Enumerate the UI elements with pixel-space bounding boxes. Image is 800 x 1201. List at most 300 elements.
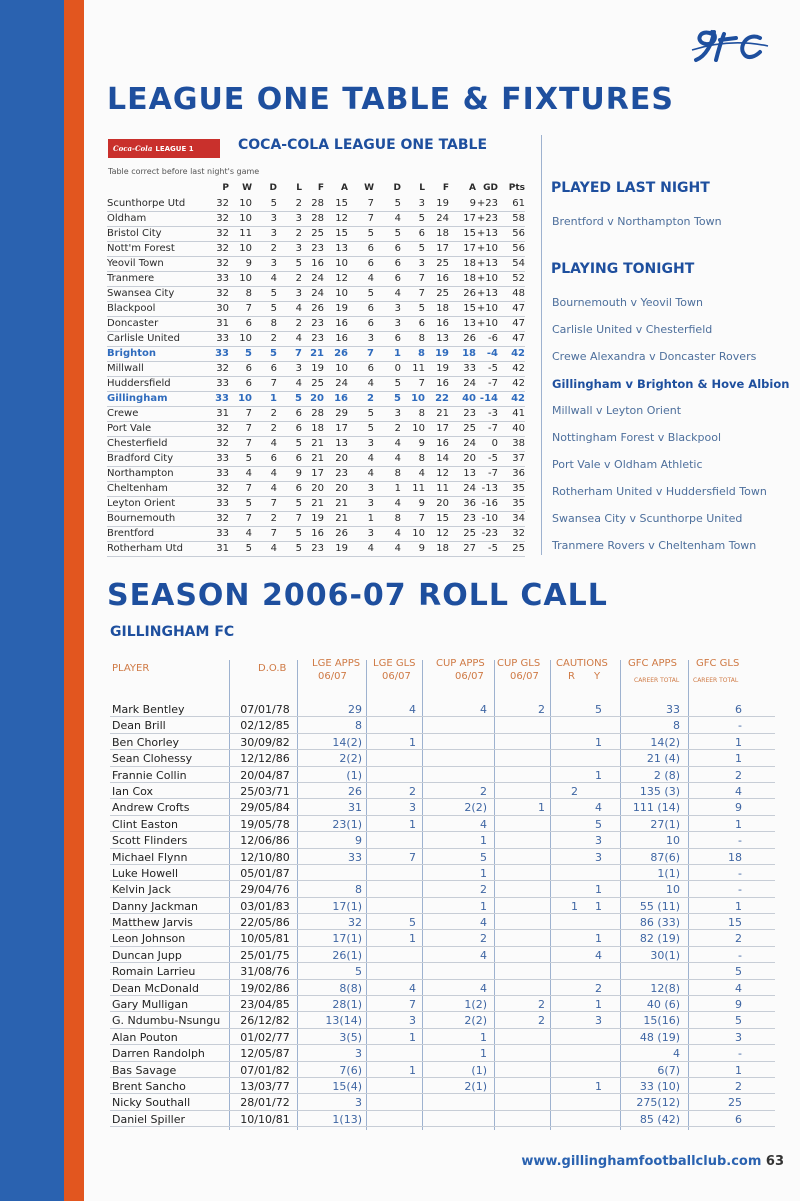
stat-cell: 47 (512, 333, 525, 344)
stat-cell: 2 (270, 243, 277, 254)
stat-cell: 3 (418, 258, 425, 269)
player-stat: 9 (735, 998, 742, 1012)
stat-cell: 5 (367, 228, 374, 239)
stat-cell: 4 (367, 378, 374, 389)
player-stat: 3 (355, 1096, 362, 1110)
fixture-item: Nottingham Forest v Blackpool (552, 431, 722, 444)
stat-cell: 5 (394, 393, 401, 404)
stat-cell: 7 (418, 513, 425, 524)
fixture-item: Rotherham United v Huddersfield Town (552, 485, 767, 498)
player-stat: 2 (571, 784, 578, 798)
col-cautions-r: R (568, 671, 575, 682)
stat-cell: 13 (463, 318, 476, 329)
stat-cell: 7 (418, 378, 425, 389)
stat-cell: 17 (335, 423, 348, 434)
fixture-item: Bournemouth v Yeovil Town (552, 296, 703, 309)
stat-cell: 6 (245, 363, 252, 374)
league-col-header: W (242, 183, 252, 193)
badge-red-panel (109, 140, 219, 157)
stat-cell: 15 (335, 198, 348, 209)
player-stat: 14(2) (650, 735, 680, 749)
stat-cell: 5 (270, 348, 277, 359)
player-name: Bas Savage (112, 1063, 177, 1077)
stat-cell: 5 (245, 348, 252, 359)
stat-cell: 31 (216, 408, 229, 419)
stat-cell: 4 (295, 333, 302, 344)
col-gfc-gls: GFC GLS (696, 658, 740, 669)
league-col-header: D (393, 183, 401, 193)
player-stat: 2(1) (464, 1079, 487, 1093)
player-stat: 4 (480, 703, 487, 716)
player-name: Romain Larrieu (112, 965, 196, 979)
stat-cell: 4 (394, 528, 401, 539)
team-name: Brentford (107, 528, 155, 539)
stat-cell: 10 (411, 393, 425, 404)
player-stat: 27(1) (650, 817, 680, 831)
stat-cell: 8 (418, 408, 425, 419)
player-dob: 19/05/78 (240, 817, 290, 831)
player-name: Alan Pouton (112, 1030, 178, 1044)
col-gfc-gls-sub: CAREER TOTAL (693, 677, 739, 684)
table-row (107, 422, 525, 437)
stat-cell: 1 (367, 513, 374, 524)
stat-cell: 11 (412, 363, 425, 374)
stat-cell: 25 (311, 228, 324, 239)
page-number: 63 (765, 1154, 784, 1169)
stat-cell: 6 (418, 318, 425, 329)
fixture-item: Gillingham v Brighton & Hove Albion (552, 377, 790, 391)
league-col-header: F (317, 183, 324, 193)
player-stat: 1(1) (657, 866, 680, 880)
player-stat: 82 (19) (639, 932, 680, 946)
roll-call-body (110, 701, 775, 1127)
stat-cell: 32 (216, 228, 229, 239)
player-dob: 22/05/86 (240, 916, 290, 930)
player-stat: 1(2) (464, 998, 487, 1012)
col-cautions: CAUTIONS (556, 658, 608, 669)
stat-cell: 2 (270, 333, 277, 344)
player-name: Duncan Jupp (112, 948, 182, 962)
stat-cell: 4 (418, 468, 425, 479)
stat-cell: 5 (394, 198, 401, 209)
table-row (110, 980, 775, 996)
player-stat: 1 (595, 998, 602, 1012)
player-dob: 12/05/87 (240, 1047, 290, 1061)
player-stat: 48 (19) (639, 1030, 680, 1044)
table-row (110, 996, 775, 1012)
player-stat: 10 (666, 834, 680, 848)
player-name: Sean Clohessy (112, 752, 193, 766)
stat-cell: 36 (463, 498, 476, 509)
stat-cell: 16 (311, 258, 324, 269)
stat-cell: 20 (311, 483, 324, 494)
stat-cell: 23 (311, 243, 324, 254)
player-stat: 275(12) (636, 1096, 680, 1110)
stat-cell: 5 (367, 423, 374, 434)
stat-cell: 8 (394, 468, 401, 479)
col-cup-apps: CUP APPS (436, 658, 485, 669)
player-stat: 31 (348, 801, 362, 815)
stat-cell: 33 (216, 333, 229, 344)
stat-cell: 21 (311, 453, 324, 464)
stat-cell: 13 (335, 243, 348, 254)
stat-cell: 4 (394, 213, 401, 224)
player-stat: 15(4) (332, 1079, 362, 1093)
stat-cell: 10 (412, 423, 425, 434)
table-row (110, 914, 775, 930)
stat-cell: 21 (335, 498, 348, 509)
col-cup-gls: CUP GLS (497, 658, 541, 669)
table-row (107, 377, 525, 392)
stat-cell: 24 (463, 483, 476, 494)
stat-cell: 5 (418, 213, 425, 224)
player-dob: 03/01/83 (240, 899, 290, 913)
stat-cell: 26 (335, 528, 348, 539)
stat-cell: 4 (270, 468, 277, 479)
stat-cell: 20 (335, 453, 348, 464)
player-stat: 4 (480, 981, 487, 995)
table-row (107, 482, 525, 497)
stat-cell: 3 (394, 318, 401, 329)
league-col-header: W (364, 183, 374, 193)
club-name: GILLINGHAM FC (110, 624, 235, 640)
player-stat: 4 (480, 948, 487, 962)
player-stat: 25 (728, 1096, 742, 1110)
stat-cell: 4 (367, 468, 374, 479)
table-row (107, 272, 525, 287)
headline-roll-call: SEASON 2006-07 ROLL CALL (107, 578, 608, 613)
stat-cell: 18 (462, 348, 476, 359)
stat-cell: 25 (436, 288, 449, 299)
stat-cell: 2 (270, 408, 277, 419)
player-stat: 7 (409, 850, 416, 864)
stat-cell: 7 (367, 198, 374, 209)
player-stat: 1 (595, 932, 602, 946)
stat-cell: 2 (270, 423, 277, 434)
col-cup-gls-sub: 06/07 (510, 671, 539, 682)
stat-cell: 21 (310, 348, 324, 359)
league-one-badge (108, 139, 220, 158)
team-name: Brighton (107, 348, 157, 359)
player-stat: 3 (595, 834, 602, 848)
stat-cell: 5 (270, 303, 277, 314)
stat-cell: 4 (245, 528, 252, 539)
stat-cell: 17 (463, 243, 476, 254)
player-stat: - (738, 719, 742, 733)
player-stat: 13(14) (325, 1014, 362, 1028)
stat-cell: 7 (270, 378, 277, 389)
stat-cell: 26 (463, 333, 476, 344)
player-stat: - (738, 1047, 742, 1061)
player-stat: 6 (735, 1112, 742, 1126)
stat-cell: 25 (463, 528, 476, 539)
stat-cell: -5 (488, 453, 498, 464)
table-row (107, 227, 525, 242)
player-stat: 14(2) (332, 735, 362, 749)
player-stat: 2(2) (339, 752, 362, 766)
stat-cell: 3 (295, 213, 302, 224)
stat-cell: -3 (488, 408, 498, 419)
stat-cell: 16 (335, 333, 348, 344)
player-stat: 5 (480, 850, 487, 864)
team-name: Port Vale (107, 423, 152, 434)
player-dob: 29/04/76 (240, 883, 290, 897)
league-col-header: L (296, 183, 302, 193)
stat-cell: +10 (476, 273, 498, 284)
stat-cell: 6 (295, 408, 302, 419)
player-name: Danny Jackman (112, 899, 198, 913)
stat-cell: 2 (295, 318, 302, 329)
stat-cell: 40 (462, 393, 476, 404)
stat-cell: 24 (436, 213, 449, 224)
player-stat: 32 (348, 916, 362, 930)
player-stat: 2 (735, 1079, 742, 1093)
player-stat: 21 (4) (646, 752, 680, 766)
stat-cell: 7 (245, 438, 252, 449)
player-stat: 1 (480, 1030, 487, 1044)
stat-cell: 40 (512, 423, 525, 434)
gfc-logo (690, 20, 770, 70)
table-row (107, 242, 525, 257)
player-dob: 25/01/75 (240, 948, 290, 962)
stat-cell: 33 (215, 348, 229, 359)
stat-cell: 23 (311, 318, 324, 329)
player-stat: 4 (409, 981, 416, 995)
stat-cell: 56 (512, 243, 525, 254)
player-dob: 07/01/82 (240, 1063, 290, 1077)
stat-cell: -7 (488, 468, 498, 479)
player-stat: 1 (735, 1063, 742, 1077)
played-last-night-heading: PLAYED LAST NIGHT (551, 180, 710, 196)
stat-cell: 6 (367, 303, 374, 314)
team-name: Swansea City (107, 288, 175, 299)
stat-cell: 5 (270, 198, 277, 209)
player-stat: 135 (3) (639, 784, 680, 798)
stat-cell: 24 (335, 378, 348, 389)
player-stat: 1 (409, 817, 416, 831)
stat-cell: 19 (436, 198, 449, 209)
stat-cell: 8 (394, 513, 401, 524)
stat-cell: 0 (394, 363, 401, 374)
stat-cell: 6 (245, 378, 252, 389)
stat-cell: 15 (463, 228, 476, 239)
stat-cell: 10 (412, 528, 425, 539)
player-stat: 5 (735, 965, 742, 979)
stat-cell: 16 (436, 318, 449, 329)
stat-cell: 1 (394, 483, 401, 494)
player-stat: 8 (673, 719, 680, 733)
stat-cell: 15 (335, 228, 348, 239)
player-stat: 2(2) (464, 801, 487, 815)
player-name: Daniel Spiller (112, 1112, 185, 1126)
fixtures-divider (541, 135, 542, 555)
player-name: G. Ndumbu-Nsungu (112, 1014, 221, 1028)
stat-cell: 23 (311, 543, 324, 554)
player-name: Gary Mulligan (112, 998, 189, 1012)
col-dob: D.O.B (258, 663, 287, 674)
table-row (110, 750, 775, 766)
player-stat: 33 (10) (639, 1079, 680, 1093)
stat-cell: +10 (476, 243, 498, 254)
stat-cell: 5 (245, 453, 252, 464)
stat-cell: 10 (335, 288, 348, 299)
stat-cell: 11 (436, 483, 449, 494)
footer (521, 1154, 784, 1169)
stat-cell: 32 (216, 363, 229, 374)
fixture-item: Brentford v Northampton Town (552, 215, 722, 228)
player-stat: 1 (480, 834, 487, 848)
player-stat: 6 (735, 703, 742, 716)
stat-cell: 25 (311, 378, 324, 389)
player-stat: 2 (538, 703, 545, 716)
stat-cell: 33 (216, 498, 229, 509)
team-name: Millwall (107, 363, 144, 374)
stat-cell: 58 (512, 213, 525, 224)
player-stat: 1 (409, 1063, 416, 1077)
player-stat: - (738, 948, 742, 962)
player-stat: 1 (735, 735, 742, 749)
stat-cell: 6 (367, 258, 374, 269)
table-row (107, 527, 525, 542)
player-name: Darren Randolph (112, 1047, 205, 1061)
stat-cell: 2 (270, 513, 277, 524)
stat-cell: 7 (295, 348, 302, 359)
player-dob: 12/10/80 (240, 850, 290, 864)
player-dob: 10/05/81 (240, 932, 290, 946)
player-stat: 30(1) (650, 948, 680, 962)
stat-cell: 16 (335, 318, 348, 329)
player-dob: 02/12/85 (240, 719, 290, 733)
stat-cell: 4 (245, 468, 252, 479)
player-stat: 1 (595, 1079, 602, 1093)
player-name: Nicky Southall (112, 1096, 191, 1110)
player-stat: 2 (538, 998, 545, 1012)
stat-cell: 24 (463, 378, 476, 389)
stat-cell: 17 (436, 243, 449, 254)
stat-cell: 12 (335, 273, 348, 284)
stat-cell: 7 (245, 408, 252, 419)
player-stat: 3(5) (339, 1030, 362, 1044)
playing-tonight-heading: PLAYING TONIGHT (551, 261, 695, 277)
team-name: Crewe (107, 408, 139, 419)
player-name: Ian Cox (112, 784, 154, 798)
team-name: Yeovil Town (107, 258, 164, 269)
stat-cell: 32 (216, 423, 229, 434)
player-stat: 1 (595, 735, 602, 749)
player-stat: 15 (728, 916, 742, 930)
stat-cell: 33 (216, 528, 229, 539)
player-name: Scott Flinders (112, 834, 188, 848)
player-stat: 1 (409, 1030, 416, 1044)
player-stat: 4 (595, 801, 602, 815)
stat-cell: 9 (418, 498, 425, 509)
stat-cell: 4 (394, 438, 401, 449)
stat-cell: 42 (512, 378, 525, 389)
stat-cell: 32 (216, 513, 229, 524)
team-name: Rotherham Utd (107, 543, 183, 554)
left-blue-strip (0, 0, 64, 1201)
stat-cell: 21 (311, 498, 324, 509)
col-player: PLAYER (112, 663, 150, 674)
stat-cell: 19 (311, 513, 324, 524)
stat-cell: +23 (476, 198, 498, 209)
stat-cell: 10 (335, 258, 348, 269)
stat-cell: 7 (245, 303, 252, 314)
stat-cell: 3 (270, 228, 277, 239)
stat-cell: 8 (418, 453, 425, 464)
player-name: Mark Bentley (112, 703, 185, 716)
stat-cell: 0 (491, 438, 498, 449)
stat-cell: 9 (418, 438, 425, 449)
table-row (110, 1012, 775, 1028)
stat-cell: 7 (367, 348, 374, 359)
stat-cell: 5 (245, 543, 252, 554)
team-name: Bournemouth (107, 513, 176, 524)
player-dob: 13/03/77 (240, 1079, 290, 1093)
stat-cell: 3 (394, 303, 401, 314)
player-name: Matthew Jarvis (112, 916, 193, 930)
table-row (110, 734, 775, 750)
stat-cell: 33 (463, 363, 476, 374)
table-row (110, 701, 775, 717)
player-stat: 33 (666, 703, 680, 716)
table-row (107, 392, 525, 407)
league-table-title: COCA-COLA LEAGUE ONE TABLE (238, 137, 488, 153)
footer-url[interactable]: www.gillinghamfootballclub.com (521, 1154, 762, 1169)
stat-cell: 47 (512, 303, 525, 314)
stat-cell: 2 (295, 228, 302, 239)
stat-cell: 32 (216, 258, 229, 269)
player-dob: 26/12/82 (240, 1014, 290, 1028)
player-stat: 26 (348, 784, 362, 798)
table-row (110, 947, 775, 963)
stat-cell: 21 (311, 438, 324, 449)
table-row (107, 212, 525, 227)
player-stat: 1 (480, 1047, 487, 1061)
player-stat: 1 (480, 899, 487, 913)
stat-cell: 18 (436, 543, 449, 554)
stat-cell: 32 (512, 528, 525, 539)
stat-cell: 15 (463, 303, 476, 314)
stat-cell: 32 (216, 483, 229, 494)
fixture-item: Swansea City v Scunthorpe United (552, 512, 743, 525)
player-stat: 1 (409, 932, 416, 946)
stat-cell: 10 (335, 363, 348, 374)
fixture-item: Port Vale v Oldham Athletic (552, 458, 703, 471)
player-stat: 2(2) (464, 1014, 487, 1028)
player-stat: 3 (595, 850, 602, 864)
player-stat: 9 (735, 801, 742, 815)
table-row (110, 865, 775, 881)
stat-cell: 4 (367, 543, 374, 554)
stat-cell: +13 (476, 258, 498, 269)
table-row (107, 257, 525, 272)
stat-cell: 7 (270, 528, 277, 539)
stat-cell: 12 (436, 528, 449, 539)
fixture-item: Millwall v Leyton Orient (552, 404, 682, 417)
stat-cell: 36 (512, 468, 525, 479)
table-row (110, 963, 775, 979)
stat-cell: 13 (463, 468, 476, 479)
stat-cell: 35 (512, 498, 525, 509)
stat-cell: 23 (463, 513, 476, 524)
stat-cell: 42 (511, 348, 525, 359)
player-stat: 5 (409, 916, 416, 930)
table-row (110, 930, 775, 946)
league-col-header: P (222, 183, 229, 193)
player-stat: 4 (735, 981, 742, 995)
stat-cell: 11 (412, 483, 425, 494)
